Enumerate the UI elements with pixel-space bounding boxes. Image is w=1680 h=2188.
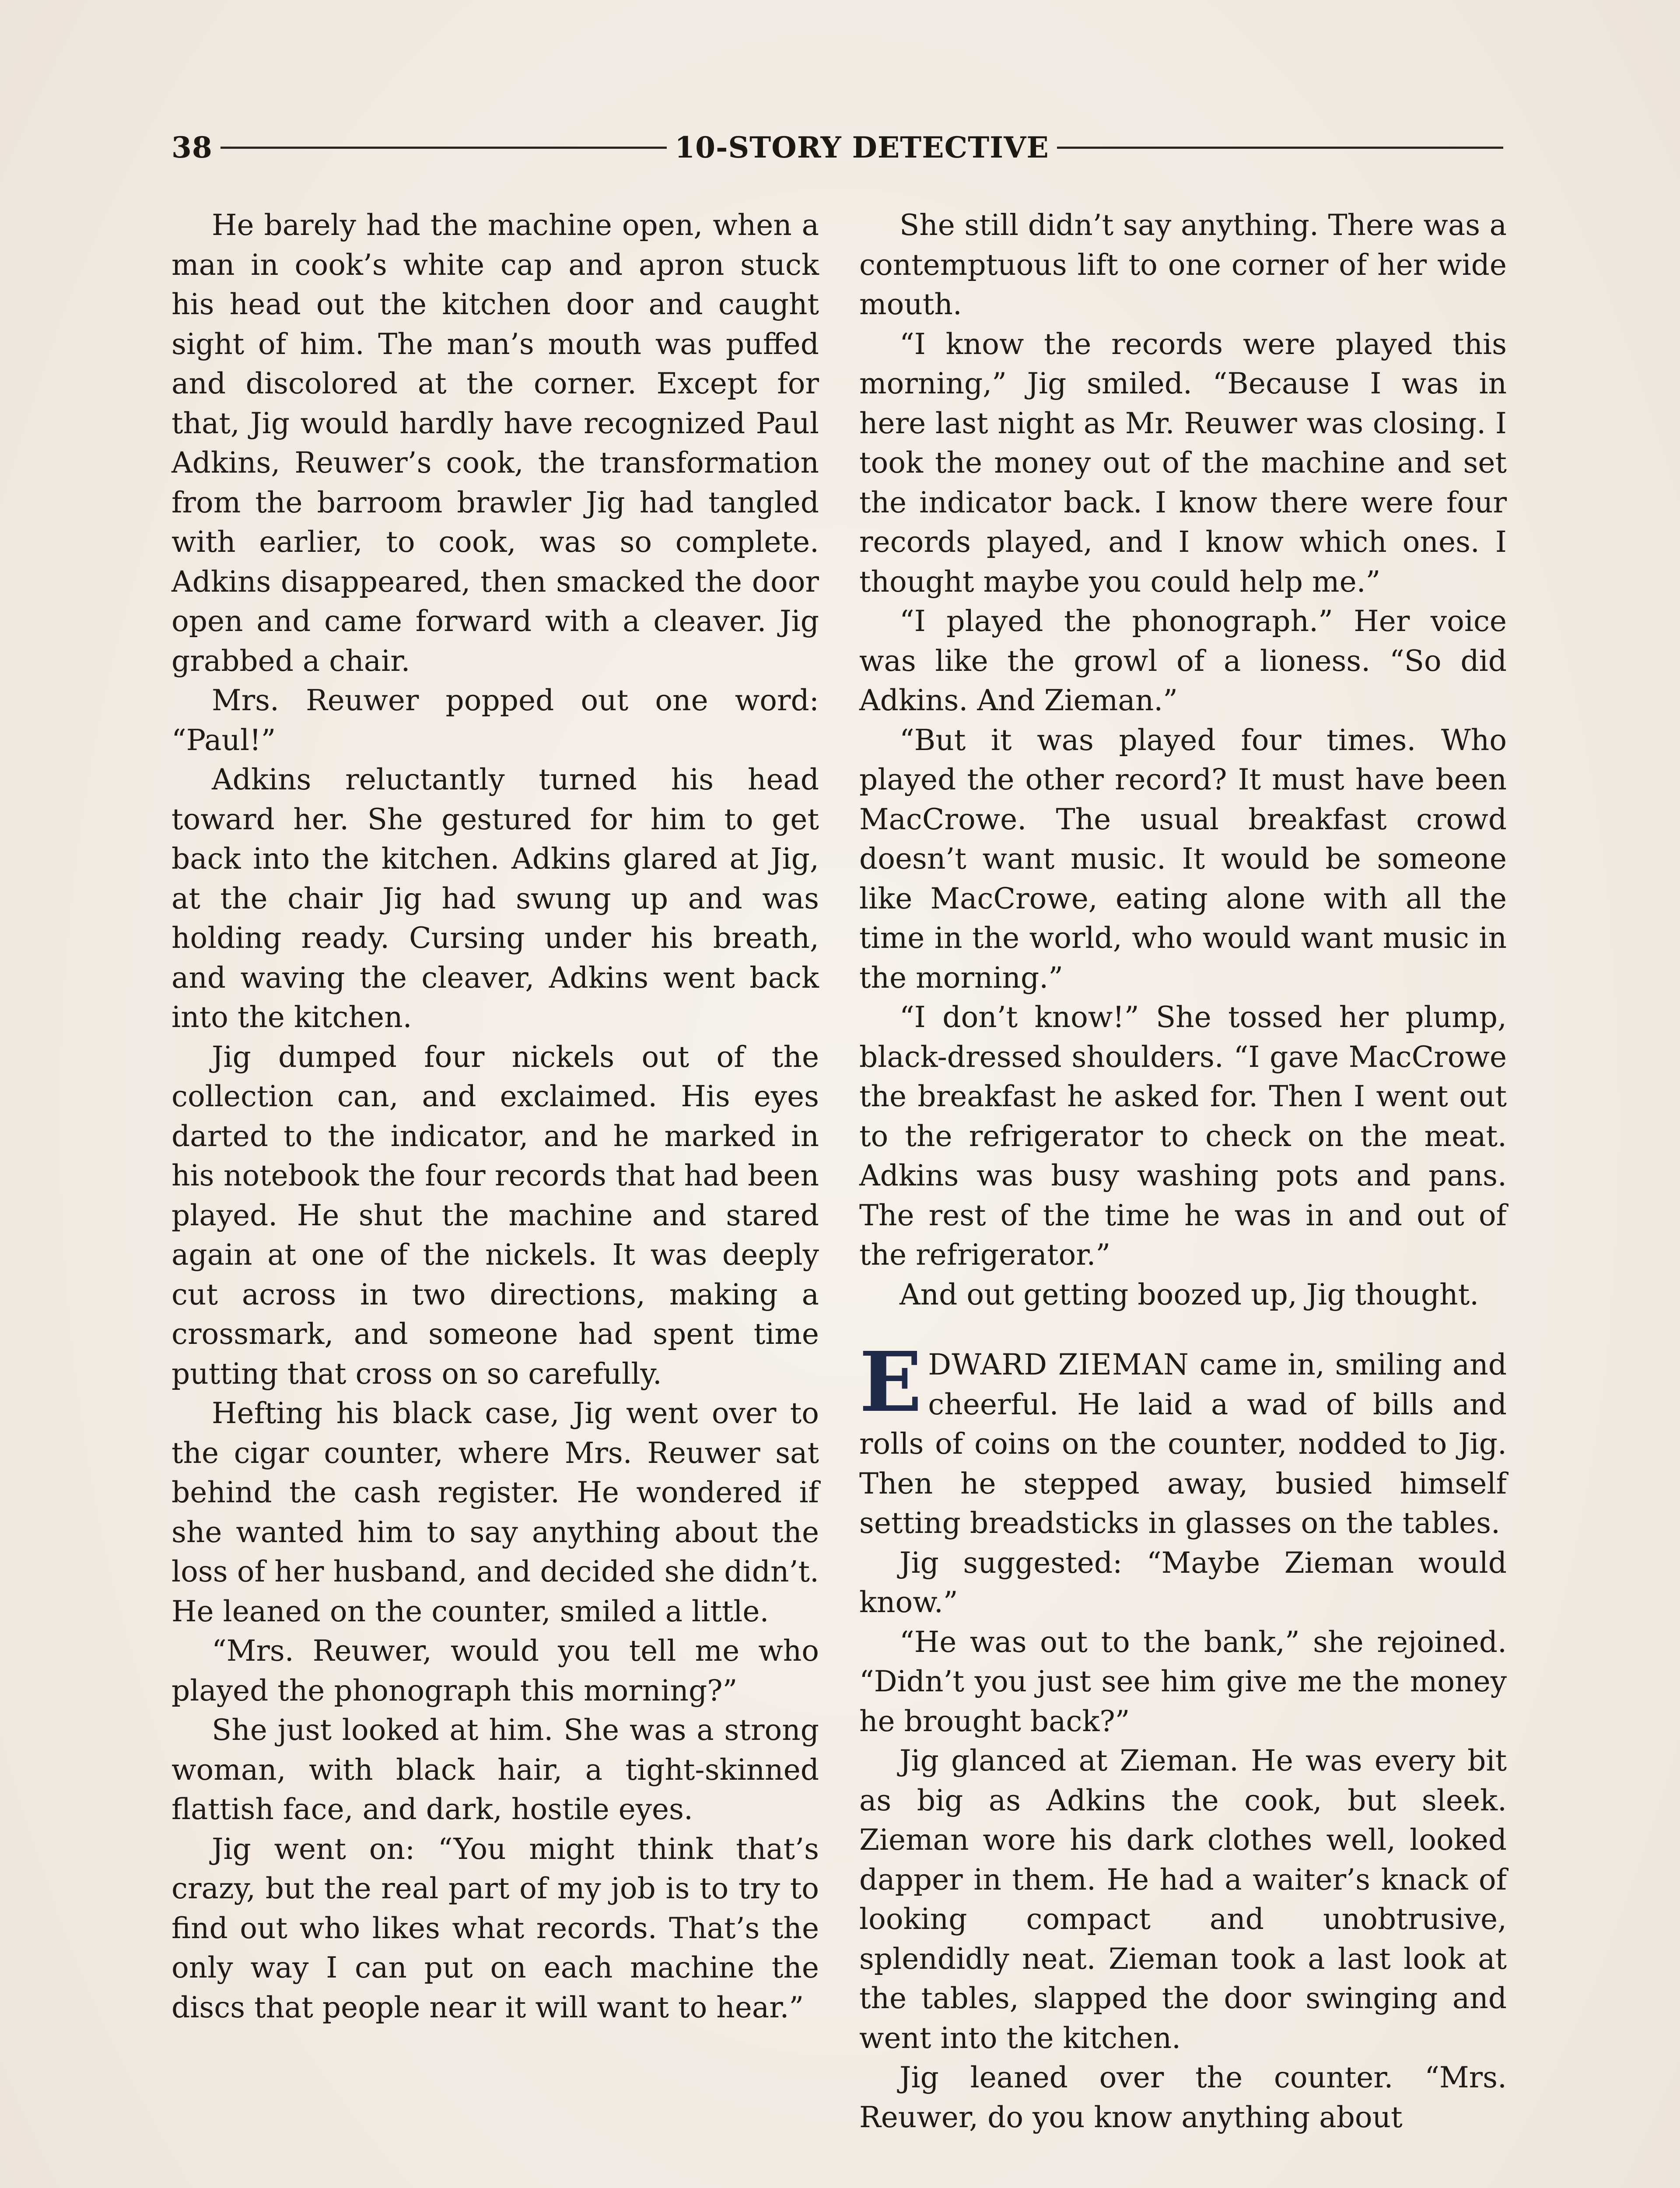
- paragraph: “I know the records were played this morning,” Jig smiled. “Because I was in here last night as Mr. Reuwer was closing. I took the money out of the machine and set the indicator back. I know there were four records played, and I know which ones. I thought maybe you could help me.”: [859, 327, 1507, 599]
- right-column: [859, 206, 1507, 2137]
- paragraph: Adkins reluctantly turned his head toward her. She gestured for him to get back into the kitchen. Adkins glared at Jig, at the chair Jig had swung up and was holding ready. Cursing under his breath, and waving the cleaver, Adkins went back into the kitchen.: [172, 763, 819, 1034]
- header-rule-right: [1057, 147, 1503, 149]
- left-column: [172, 206, 819, 2027]
- lead-caps: DWARD ZIEMAN: [928, 1348, 1189, 1382]
- paragraph: And out getting boozed up, Jig thought.: [900, 1277, 1479, 1311]
- paragraph: Jig went on: “You might think that’s crazy, but the real part of my job is to try to find out who likes what records. That’s the only way I can put on each machine the discs that people near it will want to hear.”: [172, 1832, 819, 2024]
- paragraph: She just looked at him. She was a strong woman, with black hair, a tight-skinned flattish face, and dark, hostile eyes.: [172, 1713, 819, 1826]
- section-break-paragraph: [859, 1334, 1507, 1543]
- paragraph: Jig glanced at Zieman. He was every bit as big as Adkins the cook, but sleek. Zieman wore his dark clothes well, looked dapper in them. He had a waiter’s knack of looking compact and unobtrusive, splendidly neat. Zieman took a last look at the tables, slapped the door swinging and went into the kitchen.: [859, 1744, 1507, 2055]
- paragraph: “But it was played four times. Who played the other record? It must have been MacCrowe. The usual breakfast crowd doesn’t want music. It would be someone like MacCrowe, eating alone with all the time in the world, who would want music in the morning.”: [859, 723, 1507, 995]
- paragraph: Hefting his black case, Jig went over to the cigar counter, where Mrs. Reuwer sat behind the cash register. He wondered if she wanted him to say anything about the loss of her husband, and decided she didn’t. He leaned on the counter, smiled a little.: [172, 1396, 819, 1628]
- paragraph: He barely had the machine open, when a man in cook’s white cap and apron stuck his head out the kitchen door and caught sight of him. The man’s mouth was puffed and discolored at the corner. Except for that, Jig would hardly have recognized Paul Adkins, Reuwer’s cook, the transformation from the barroom brawler Jig had tangled with earlier, to cook, was so complete. Adkins disappeared, then smacked the door open and came forward with a cleaver. Jig grabbed a chair.: [172, 208, 819, 678]
- paragraph: Jig dumped four nickels out of the collection can, and exclaimed. His eyes darted to the indicator, and he marked in his notebook the four records that had been played. He shut the machine and stared again at one of the nickels. It was deeply cut across in two directions, making a crossmark, and someone had spent time putting that cross on so carefully.: [172, 1040, 819, 1391]
- paragraph: Mrs. Reuwer popped out one word: “Paul!”: [172, 684, 819, 757]
- paragraph: Jig leaned over the counter. “Mrs. Reuwer, do you know anything about: [859, 2061, 1507, 2134]
- paragraph: “He was out to the bank,” she rejoined. “Didn’t you just see him give me the money he brought back?”: [859, 1625, 1507, 1738]
- paragraph: She still didn’t say anything. There was a contemptuous lift to one corner of her wide mouth.: [859, 208, 1507, 321]
- page-number: 38: [172, 130, 213, 165]
- magazine-title: 10-STORY DETECTIVE: [675, 130, 1049, 165]
- paragraph: “Mrs. Reuwer, would you tell me who played the phonograph this morning?”: [172, 1634, 819, 1708]
- lead-rest: came in, smiling and cheerful. He laid a wad of bills and rolls of coins on the counter, nodded to Jig. Then he stepped away, busied himself setting breadsticks in glasses on the tables.: [859, 1348, 1507, 1540]
- paragraph: Jig suggested: “Maybe Zieman would know.”: [859, 1546, 1507, 1619]
- header-rule-left: [220, 147, 667, 149]
- page-header: [172, 128, 1503, 167]
- drop-cap: E: [859, 1334, 922, 1431]
- paragraph: “I don’t know!” She tossed her plump, black-dressed shoulders. “I gave MacCrowe the breakfast he asked for. Then I went out to the refrigerator to check on the meat. Adkins was busy washing pots and pans. The rest of the time he was in and out of the refrigerator.”: [859, 1000, 1507, 1272]
- paragraph: “I played the phonograph.” Her voice was like the growl of a lioness. “So did Adkins. And Zieman.”: [859, 604, 1507, 717]
